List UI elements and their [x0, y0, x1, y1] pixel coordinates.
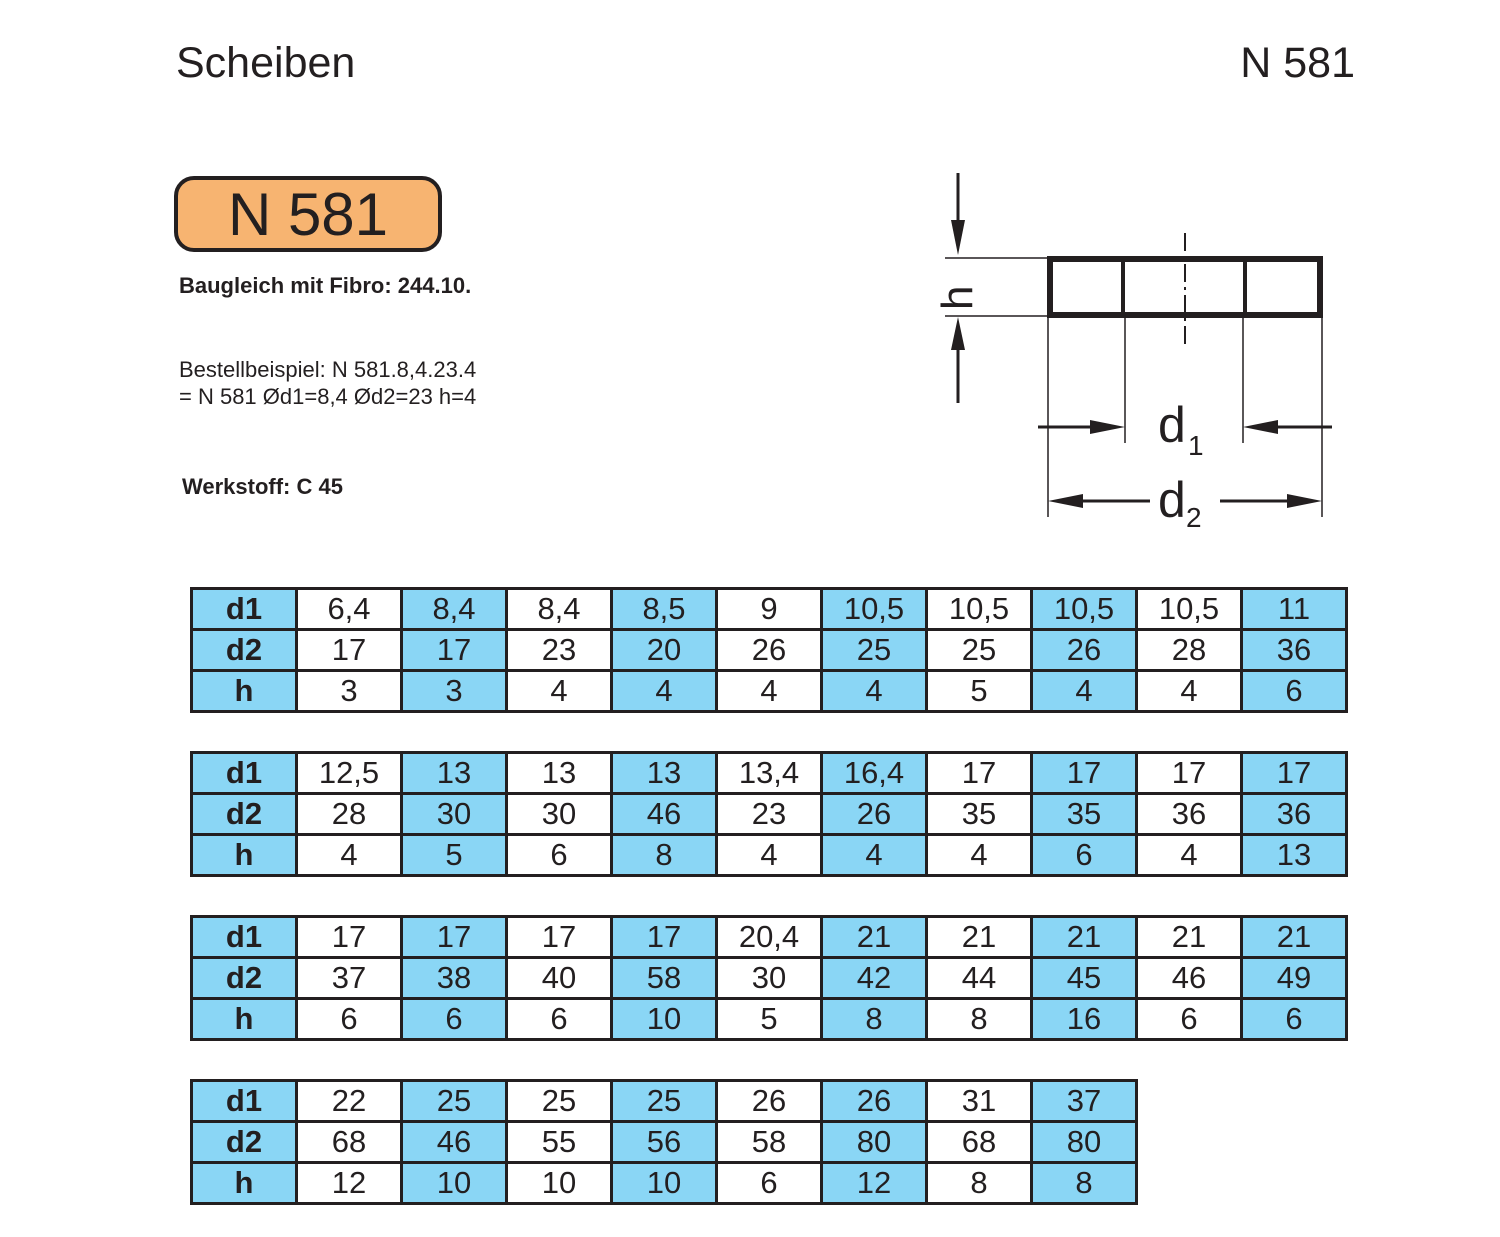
- table-cell: 6: [1242, 671, 1347, 712]
- row-header: d1: [192, 753, 297, 794]
- table-cell: 6: [297, 999, 402, 1040]
- table-cell: 10,5: [927, 589, 1032, 630]
- table-row: [192, 1081, 1137, 1122]
- table-cell: 25: [927, 630, 1032, 671]
- table-cell: 55: [507, 1122, 612, 1163]
- table-cell: 46: [1137, 958, 1242, 999]
- table-cell: 46: [612, 794, 717, 835]
- table-cell: 36: [1242, 630, 1347, 671]
- table-cell: 17: [297, 917, 402, 958]
- table-cell: 23: [717, 794, 822, 835]
- table-cell: 13: [1242, 835, 1347, 876]
- table-cell: 42: [822, 958, 927, 999]
- table-cell: 20: [612, 630, 717, 671]
- table-cell: 4: [927, 835, 1032, 876]
- table-row: [192, 671, 1347, 712]
- table-cell: 37: [1032, 1081, 1137, 1122]
- order-example-line-2: = N 581 Ød1=8,4 Ød2=23 h=4: [179, 384, 477, 409]
- table-row: [192, 1122, 1137, 1163]
- table-row: [192, 753, 1347, 794]
- table-cell: 40: [507, 958, 612, 999]
- table-cell: 25: [822, 630, 927, 671]
- table-cell: 25: [402, 1081, 507, 1122]
- table-cell: 8: [1032, 1163, 1137, 1204]
- table-cell: 3: [402, 671, 507, 712]
- table-cell: 6: [507, 835, 612, 876]
- table-cell: 31: [927, 1081, 1032, 1122]
- table-cell: 4: [717, 835, 822, 876]
- table-cell: 13: [612, 753, 717, 794]
- d2-arrowhead-right: [1287, 494, 1322, 508]
- table-row: [192, 589, 1347, 630]
- table-cell: 23: [507, 630, 612, 671]
- table-cell: 17: [402, 917, 507, 958]
- table-cell: 21: [822, 917, 927, 958]
- table-cell: 9: [717, 589, 822, 630]
- h-label: h: [933, 285, 982, 310]
- table-cell: 13: [402, 753, 507, 794]
- table-cell: 5: [717, 999, 822, 1040]
- table-cell: 21: [1032, 917, 1137, 958]
- table-cell: 8: [927, 999, 1032, 1040]
- table-cell: 10: [612, 1163, 717, 1204]
- table-cell: 80: [822, 1122, 927, 1163]
- d1-arrowhead-right: [1243, 420, 1278, 434]
- table-cell: 68: [927, 1122, 1032, 1163]
- table-row: [192, 835, 1347, 876]
- table-cell: 26: [717, 630, 822, 671]
- spec-table-2: [190, 751, 1348, 877]
- table-cell: 3: [297, 671, 402, 712]
- table-cell: 4: [297, 835, 402, 876]
- table-cell: 35: [1032, 794, 1137, 835]
- table-cell: 4: [1137, 671, 1242, 712]
- table-cell: 17: [612, 917, 717, 958]
- row-header: h: [192, 1163, 297, 1204]
- d2-subscript: 2: [1186, 502, 1202, 533]
- table-cell: 10: [612, 999, 717, 1040]
- row-header: h: [192, 671, 297, 712]
- table-cell: 37: [297, 958, 402, 999]
- table-cell: 17: [402, 630, 507, 671]
- table-row: [192, 794, 1347, 835]
- table-cell: 6: [402, 999, 507, 1040]
- d2-label: d: [1158, 472, 1186, 528]
- table-row: [192, 958, 1347, 999]
- table-row: [192, 999, 1347, 1040]
- table-cell: 20,4: [717, 917, 822, 958]
- table-cell: 17: [1032, 753, 1137, 794]
- table-cell: 58: [717, 1122, 822, 1163]
- table-cell: 10: [507, 1163, 612, 1204]
- d1-arrowhead-left: [1090, 420, 1125, 434]
- table-row: [192, 630, 1347, 671]
- table-cell: 6: [717, 1163, 822, 1204]
- table-cell: 8,4: [507, 589, 612, 630]
- washer-drawing: [920, 165, 1350, 540]
- d1-label: d: [1158, 397, 1186, 453]
- table-cell: 12: [822, 1163, 927, 1204]
- order-example-line-1: Bestellbeispiel: N 581.8,4.23.4: [179, 357, 477, 382]
- table-cell: 17: [1137, 753, 1242, 794]
- d1-subscript: 1: [1188, 430, 1204, 461]
- row-header: d2: [192, 958, 297, 999]
- row-header: d2: [192, 794, 297, 835]
- table-cell: 58: [612, 958, 717, 999]
- table-cell: 13: [507, 753, 612, 794]
- row-header: d2: [192, 1122, 297, 1163]
- table-cell: 10: [402, 1163, 507, 1204]
- table-cell: 4: [507, 671, 612, 712]
- table-cell: 8,4: [402, 589, 507, 630]
- row-header: d1: [192, 589, 297, 630]
- compatibility-note: Baugleich mit Fibro: 244.10.: [179, 273, 472, 298]
- table-cell: 4: [717, 671, 822, 712]
- table-cell: 8: [927, 1163, 1032, 1204]
- spec-table-1: [190, 587, 1348, 713]
- table-cell: 10,5: [1032, 589, 1137, 630]
- table-cell: 26: [822, 1081, 927, 1122]
- table-cell: 21: [1137, 917, 1242, 958]
- table-cell: 4: [822, 671, 927, 712]
- row-header: d2: [192, 630, 297, 671]
- table-cell: 49: [1242, 958, 1347, 999]
- table-cell: 4: [822, 835, 927, 876]
- table-cell: 6: [1242, 999, 1347, 1040]
- table-cell: 6: [1137, 999, 1242, 1040]
- h-arrowhead-bottom: [951, 317, 965, 350]
- row-header: d1: [192, 917, 297, 958]
- spec-table-3: [190, 915, 1348, 1041]
- table-cell: 12: [297, 1163, 402, 1204]
- table-cell: 46: [402, 1122, 507, 1163]
- table-cell: 6: [507, 999, 612, 1040]
- table-cell: 36: [1137, 794, 1242, 835]
- table-cell: 6,4: [297, 589, 402, 630]
- table-cell: 56: [612, 1122, 717, 1163]
- order-example: [179, 356, 476, 410]
- table-cell: 10,5: [1137, 589, 1242, 630]
- table-cell: 22: [297, 1081, 402, 1122]
- page-title: Scheiben: [176, 39, 356, 87]
- table-cell: 4: [1032, 671, 1137, 712]
- table-cell: 16: [1032, 999, 1137, 1040]
- table-cell: 10,5: [822, 589, 927, 630]
- table-cell: 8,5: [612, 589, 717, 630]
- page-code: N 581: [1240, 39, 1355, 87]
- table-cell: 35: [927, 794, 1032, 835]
- table-cell: 6: [1032, 835, 1137, 876]
- table-cell: 80: [1032, 1122, 1137, 1163]
- table-cell: 17: [297, 630, 402, 671]
- table-cell: 21: [1242, 917, 1347, 958]
- table-cell: 30: [717, 958, 822, 999]
- table-cell: 8: [822, 999, 927, 1040]
- table-cell: 28: [1137, 630, 1242, 671]
- table-cell: 30: [402, 794, 507, 835]
- h-arrowhead-top: [951, 220, 965, 255]
- table-cell: 8: [612, 835, 717, 876]
- table-cell: 26: [1032, 630, 1137, 671]
- table-cell: 38: [402, 958, 507, 999]
- table-cell: 12,5: [297, 753, 402, 794]
- row-header: d1: [192, 1081, 297, 1122]
- table-cell: 28: [297, 794, 402, 835]
- table-cell: 17: [927, 753, 1032, 794]
- table-cell: 25: [507, 1081, 612, 1122]
- table-cell: 17: [507, 917, 612, 958]
- row-header: h: [192, 835, 297, 876]
- row-header: h: [192, 999, 297, 1040]
- spec-table-4: [190, 1079, 1138, 1205]
- table-row: [192, 917, 1347, 958]
- d2-arrowhead-left: [1048, 494, 1083, 508]
- table-cell: 13,4: [717, 753, 822, 794]
- table-cell: 25: [612, 1081, 717, 1122]
- table-cell: 21: [927, 917, 1032, 958]
- table-cell: 16,4: [822, 753, 927, 794]
- table-cell: 68: [297, 1122, 402, 1163]
- table-cell: 4: [612, 671, 717, 712]
- table-cell: 5: [927, 671, 1032, 712]
- table-cell: 44: [927, 958, 1032, 999]
- table-cell: 11: [1242, 589, 1347, 630]
- table-cell: 45: [1032, 958, 1137, 999]
- table-cell: 26: [822, 794, 927, 835]
- table-cell: 5: [402, 835, 507, 876]
- table-cell: 26: [717, 1081, 822, 1122]
- table-cell: 30: [507, 794, 612, 835]
- material-note: Werkstoff: C 45: [182, 474, 343, 499]
- table-cell: 17: [1242, 753, 1347, 794]
- product-badge: N 581: [174, 176, 442, 252]
- table-cell: 36: [1242, 794, 1347, 835]
- table-cell: 4: [1137, 835, 1242, 876]
- table-row: [192, 1163, 1137, 1204]
